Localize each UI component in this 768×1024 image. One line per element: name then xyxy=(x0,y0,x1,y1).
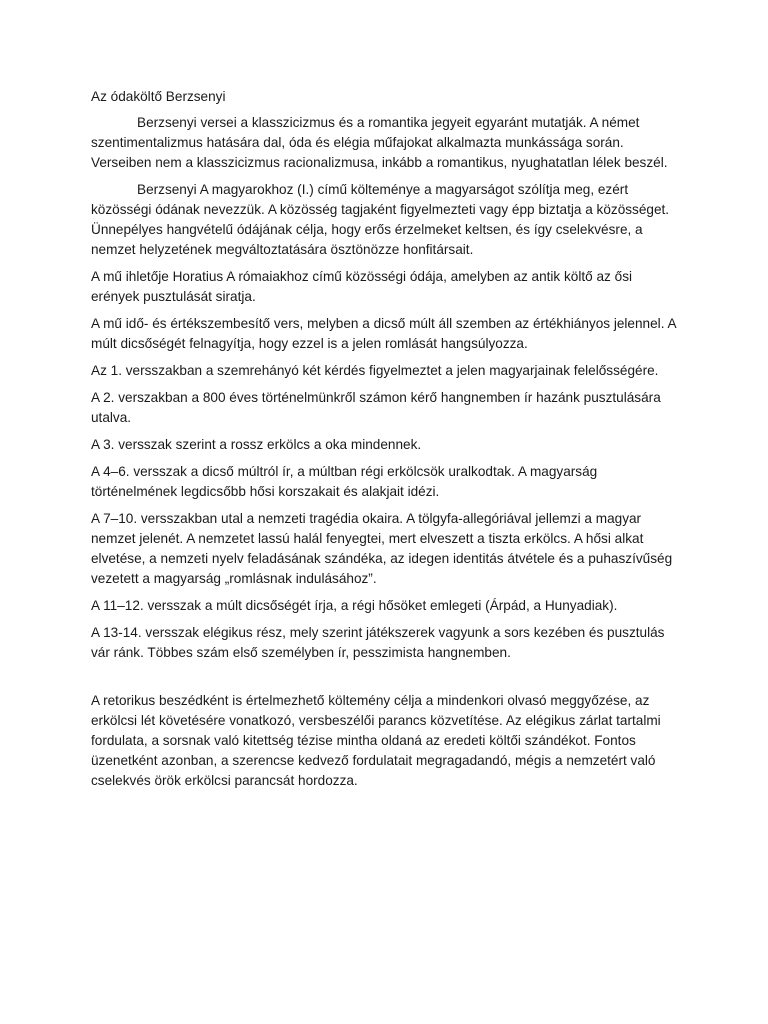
paragraph-1: Berzsenyi versei a klasszicizmus és a romantika jegyeit egyaránt mutatják. A német szentimentalizmus hatására dal, óda és elégia műfajokat alkalmazta munkássága során. Verseiben nem a klasszicizmus racionalizmusa, inkább a romantikus, nyughatatlan lélek beszél. xyxy=(91,115,668,170)
paragraph-4: A mű idő- és értékszembesítő vers, melyben a dicső múlt áll szemben az értékhiányos jelennel. A múlt dicsőségét felnagyítja, hogy ezzel is a jelen romlását hangsúlyozza. xyxy=(91,316,676,351)
paragraph-9: A 7–10. versszakban utal a nemzeti tragédia okaira. A tölgyfa-allegóriával jellemzi a magyar nemzet jelenét. A nemzetet lassú halál fenyegtei, mert elveszett a tiszta erkölcs. A hősi alkat elvetése, a nemzeti nyelv feladásának szándéka, az idegen identitás átvétele és a puhaszívűség vezetett a magyarság „romlásnak indulásához”. xyxy=(91,511,673,586)
paragraph-2: Berzsenyi A magyarokhoz (I.) című költeménye a magyarságot szólítja meg, ezért közösségi ódának nevezzük. A közösség tagjaként figyelmezteti vagy épp biztatja a közösséget. Ünnepélyes hangvételű ódájának célja, hogy erős érzelmeket keltsen, és így cselekvésre, a nemzet helyzetének megváltoztatására ösztönözze honfitársait. xyxy=(91,182,670,257)
paragraph-5: Az 1. versszakban a szemrehányó két kérdés figyelmeztet a jelen magyarjainak felelősségére. xyxy=(91,363,659,378)
document-title: Az ódaköltő Berzsenyi xyxy=(91,89,226,104)
paragraph-3: A mű ihletője Horatius A rómaiakhoz című közösségi ódája, amelyben az antik költő az ősi erények pusztulását siratja. xyxy=(91,269,633,304)
paragraph-8: A 4–6. versszak a dicső múltról ír, a múltban régi erkölcsök uralkodtak. A magyarság történelmének legdicsőbb hősi korszakait és alakjait idézi. xyxy=(91,464,598,499)
paragraph-6: A 2. verszakban a 800 éves történelmünkről számon kérő hangnemben ír hazánk pusztulására utalva. xyxy=(91,390,661,425)
closing-paragraph: A retorikus beszédként is értelmezhető költemény célja a mindenkori olvasó meggyőzése, az erkölcsi lét követésére vonatkozó, versbeszélői parancs közvetítése. Az elégikus zárlat tartalmi fordulata, a sorsnak való kitettség tézise mintha oldaná az eredeti költői szándékot. Fontos üzenetként azonban, a szerencse kedvező fordulatait megragadandó, mégis a nemzetért való cselekvés örök erkölcsi parancsát hordozza. xyxy=(91,693,661,788)
blank-line xyxy=(91,670,681,691)
document-page xyxy=(91,87,681,798)
paragraph-11: A 13-14. versszak elégikus rész, mely szerint játékszerek vagyunk a sors kezében és pusztulás vár ránk. Többes szám első személyben ír, pesszimista hangnemben. xyxy=(91,625,665,660)
paragraph-7: A 3. versszak szerint a rossz erkölcs a oka mindennek. xyxy=(91,437,422,452)
paragraph-10: A 11–12. versszak a múlt dicsőségét írja, a régi hősöket emlegeti (Árpád, a Hunyadiak). xyxy=(91,598,618,613)
